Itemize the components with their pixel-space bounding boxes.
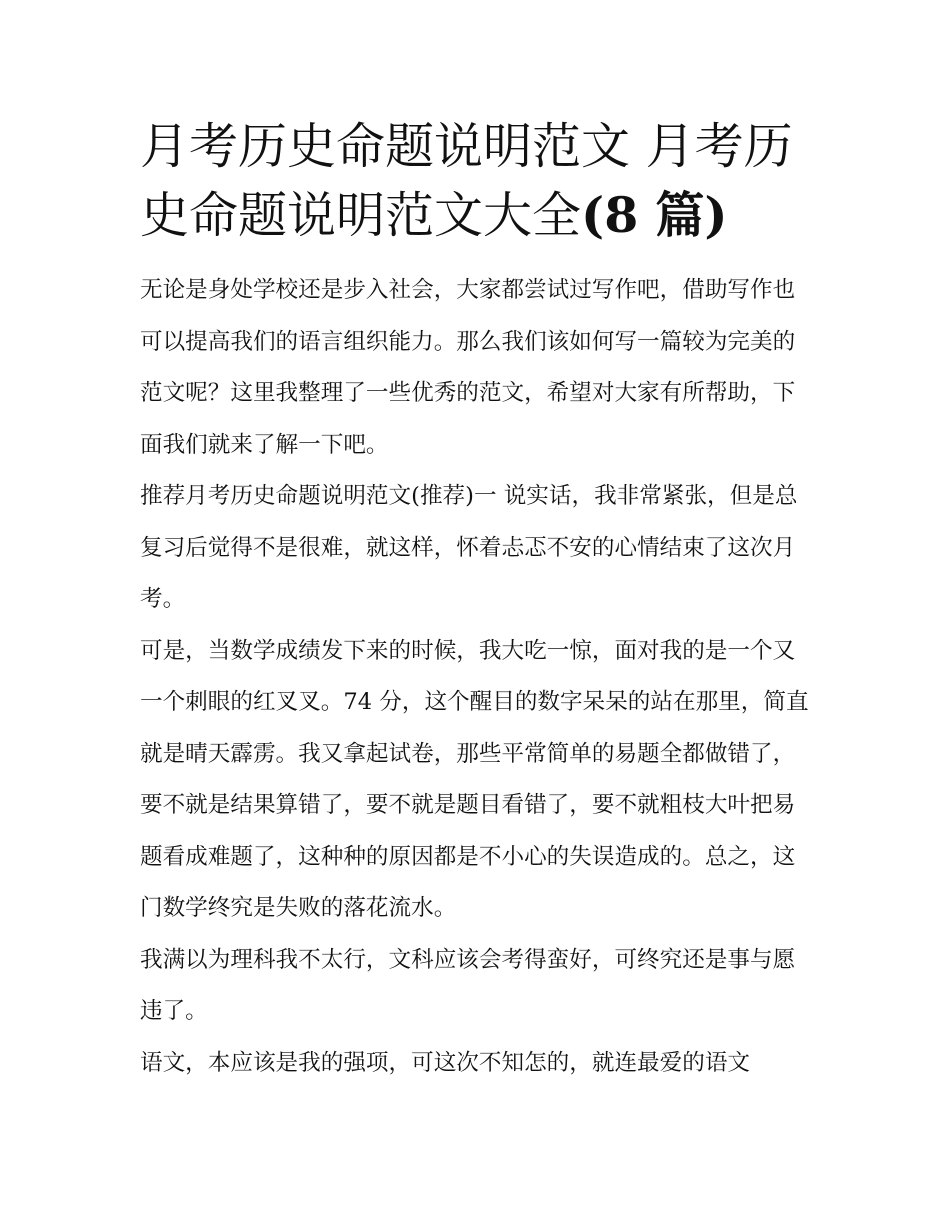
document-title-count: (8 篇) xyxy=(581,186,728,244)
paragraph-4: 语文，本应该是我的强项，可这次不知怎的，就连最爱的语文 xyxy=(140,1049,751,1076)
paragraph-1: 推荐月考历史命题说明范文(推荐)一 说实话，我非常紧张，但是总复习后觉得不是很难，就这样，怀着忐忑不安的心情结束了这次月考。 xyxy=(140,483,798,612)
paragraph-2: 可是，当数学成绩发下来的时候，我大吃一惊，面对我的是一个又一个刺眼的红叉叉。74 分，这个醒目的数字呆呆的站在那里，简直就是晴天霹雳。我又拿起试卷，那些平常简单的易题全都做错了，要不就是结果算错了，要不就是题目看错了，要不就粗枝大叶把易题看成难题了，这种种的原因都是不小心的失误造成的。总之，这门数学终究是失败的落花流水。 xyxy=(140,637,809,921)
paragraph-3: 我满以为理科我不太行，文科应该会考得蛮好，可终究还是事与愿违了。 xyxy=(140,946,796,1024)
paragraph-intro: 无论是身处学校还是步入社会，大家都尝试过写作吧，借助写作也可以提高我们的语言组织能力。那么我们该如何写一篇较为完美的范文呢？这里我整理了一些优秀的范文，希望对大家有所帮助，下面我们就来了解一下吧。 xyxy=(140,277,796,458)
document-body xyxy=(140,265,816,1089)
document-title-main: 月考历史命题说明范文 月考历史命题说明范文大全 xyxy=(140,118,793,244)
document-title xyxy=(140,112,816,250)
document-content xyxy=(140,112,816,1089)
